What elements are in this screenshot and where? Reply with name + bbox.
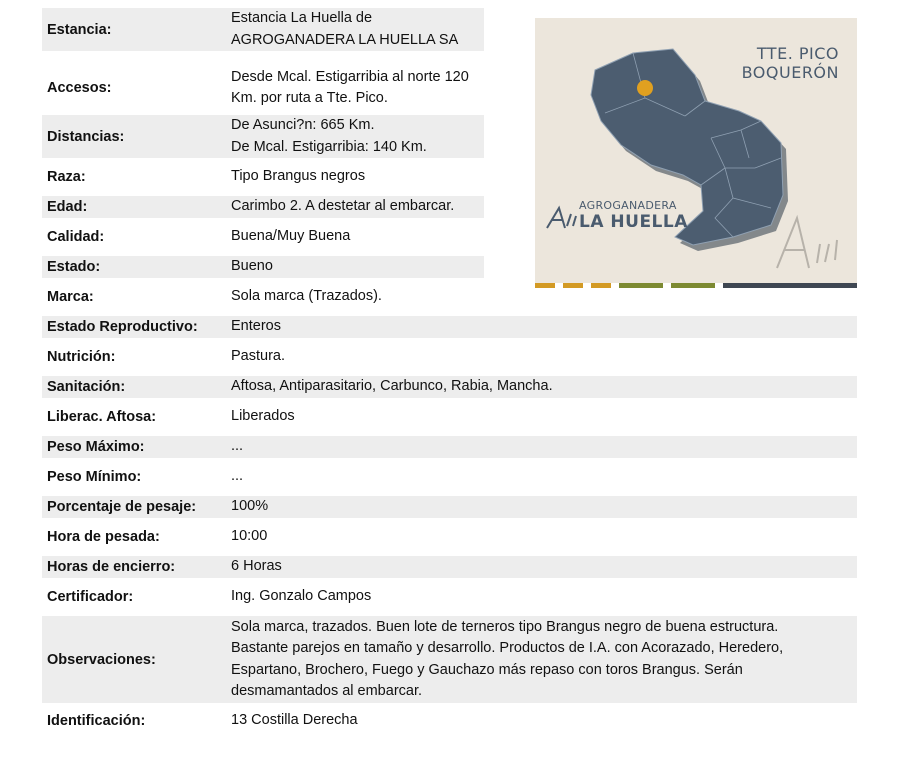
row-label: Accesos: — [47, 80, 112, 96]
stripe-4 — [619, 283, 663, 288]
row-value-line: De Asunci?n: 665 Km. — [231, 117, 375, 133]
table-row — [42, 226, 484, 248]
row-label: Observaciones: — [47, 651, 156, 668]
row-label: Peso Máximo: — [47, 439, 145, 455]
row-value-line: desmamantados al embarcar. — [231, 683, 423, 699]
row-value — [231, 586, 371, 608]
row-value — [231, 526, 267, 548]
row-value-line: 13 Costilla Derecha — [231, 712, 358, 729]
row-value-line: Liberados — [231, 408, 295, 425]
row-value — [231, 115, 427, 158]
table-row — [42, 165, 484, 189]
row-value — [231, 376, 553, 398]
row-value-line: Desde Mcal. Estigarribia al norte 120 — [231, 68, 469, 85]
row-value-line: Sola marca, trazados. Buen lote de terneros tipo Brangus negro de buena estructura. — [231, 618, 779, 635]
row-value-line: Km. por ruta a Tte. Pico. — [231, 90, 388, 106]
row-value-line: ... — [231, 438, 244, 455]
row-value-line: 6 Horas — [231, 558, 282, 575]
table-row — [42, 710, 857, 732]
table-row — [42, 376, 857, 398]
row-label: Hora de pesada: — [47, 529, 160, 545]
table-row — [42, 556, 857, 578]
row-label: Marca: — [47, 289, 94, 305]
table-row — [42, 436, 857, 458]
stripe-3 — [591, 283, 611, 288]
row-value — [231, 286, 382, 308]
row-value — [231, 256, 273, 278]
brand-logo-mark — [543, 204, 583, 230]
row-label: Certificador: — [47, 589, 134, 605]
map-title — [742, 44, 839, 82]
row-label: Estado: — [47, 259, 101, 275]
row-value-line: Tipo Brangus negros — [231, 168, 366, 185]
row-value — [231, 466, 243, 488]
table-row — [42, 286, 857, 308]
table-row — [42, 466, 857, 488]
stripe-2 — [563, 283, 583, 288]
map-card — [535, 18, 857, 283]
row-value — [231, 346, 285, 368]
row-value — [231, 67, 469, 110]
table-row — [42, 62, 484, 114]
row-value — [231, 226, 350, 248]
row-value-line: Estancia La Huella de — [231, 10, 373, 26]
table-row — [42, 196, 484, 218]
table-row — [42, 496, 857, 518]
row-label: Calidad: — [47, 229, 105, 245]
row-label: Distancias: — [47, 128, 125, 145]
row-value-line: De Mcal. Estigarribia: 140 Km. — [231, 138, 427, 155]
row-label: Identificación: — [47, 713, 146, 729]
row-value — [231, 496, 268, 518]
stripe-1 — [535, 283, 555, 288]
row-value — [231, 8, 458, 51]
row-value — [231, 617, 783, 703]
row-label: Raza: — [47, 169, 86, 185]
row-value — [231, 436, 243, 458]
row-value-line: Sola marca (Trazados). — [231, 288, 382, 305]
table-row — [42, 526, 857, 548]
color-stripes — [535, 283, 857, 288]
row-value — [231, 406, 295, 428]
row-value-line: 10:00 — [231, 528, 268, 545]
row-value-line: Bastante parejos en tamaño y desarrollo. Productos de I.A. con Acorazado, Heredero, — [231, 640, 784, 656]
stripe-5 — [671, 283, 715, 288]
stripe-6 — [723, 283, 857, 288]
row-label: Horas de encierro: — [47, 559, 176, 575]
row-value-line: 100% — [231, 498, 269, 515]
row-value-line: Bueno — [231, 258, 273, 275]
row-value — [231, 710, 358, 732]
row-label: Porcentaje de pesaje: — [47, 499, 197, 515]
table-row — [42, 586, 857, 608]
row-label: Estado Reproductivo: — [47, 319, 198, 335]
row-label: Peso Mínimo: — [47, 469, 142, 485]
row-value-line: Aftosa, Antiparasitario, Carbunco, Rabia, Mancha. — [231, 378, 553, 395]
row-label: Estancia: — [47, 21, 112, 38]
row-label: Liberac. Aftosa: — [47, 409, 157, 425]
row-value — [231, 316, 281, 338]
table-row — [42, 256, 484, 278]
row-value-line: Carimbo 2. A destetar al embarcar. — [231, 198, 455, 215]
row-value — [231, 166, 365, 188]
row-value-line: Pastura. — [231, 348, 285, 365]
table-row — [42, 115, 484, 158]
row-value — [231, 196, 454, 218]
table-row — [42, 316, 857, 338]
map-title-line1: TTE. PICO — [756, 44, 839, 63]
table-row — [42, 8, 484, 51]
row-value-line: ... — [231, 468, 244, 485]
location-marker — [637, 80, 653, 96]
brand-name-small: AGROGANADERA — [579, 199, 677, 212]
table-row — [42, 346, 857, 368]
brand-name-big: LA HUELLA — [579, 212, 688, 232]
row-value — [231, 556, 282, 578]
row-label: Sanitación: — [47, 379, 126, 395]
row-value-line: AGROGANADERA LA HUELLA SA — [231, 31, 459, 48]
row-value-line: Ing. Gonzalo Campos — [231, 588, 372, 605]
row-label: Edad: — [47, 199, 88, 215]
watermark-logo — [777, 218, 837, 268]
map-title-line2: BOQUERÓN — [741, 63, 839, 82]
table-row — [42, 406, 857, 428]
row-value-line: Espartano, Brochero, Fuego y Gauchazo más repaso con toros Brangus. Serán — [231, 661, 743, 678]
table-row — [42, 616, 857, 703]
row-label: Nutrición: — [47, 349, 116, 365]
row-value-line: Buena/Muy Buena — [231, 228, 351, 245]
row-value-line: Enteros — [231, 318, 281, 335]
